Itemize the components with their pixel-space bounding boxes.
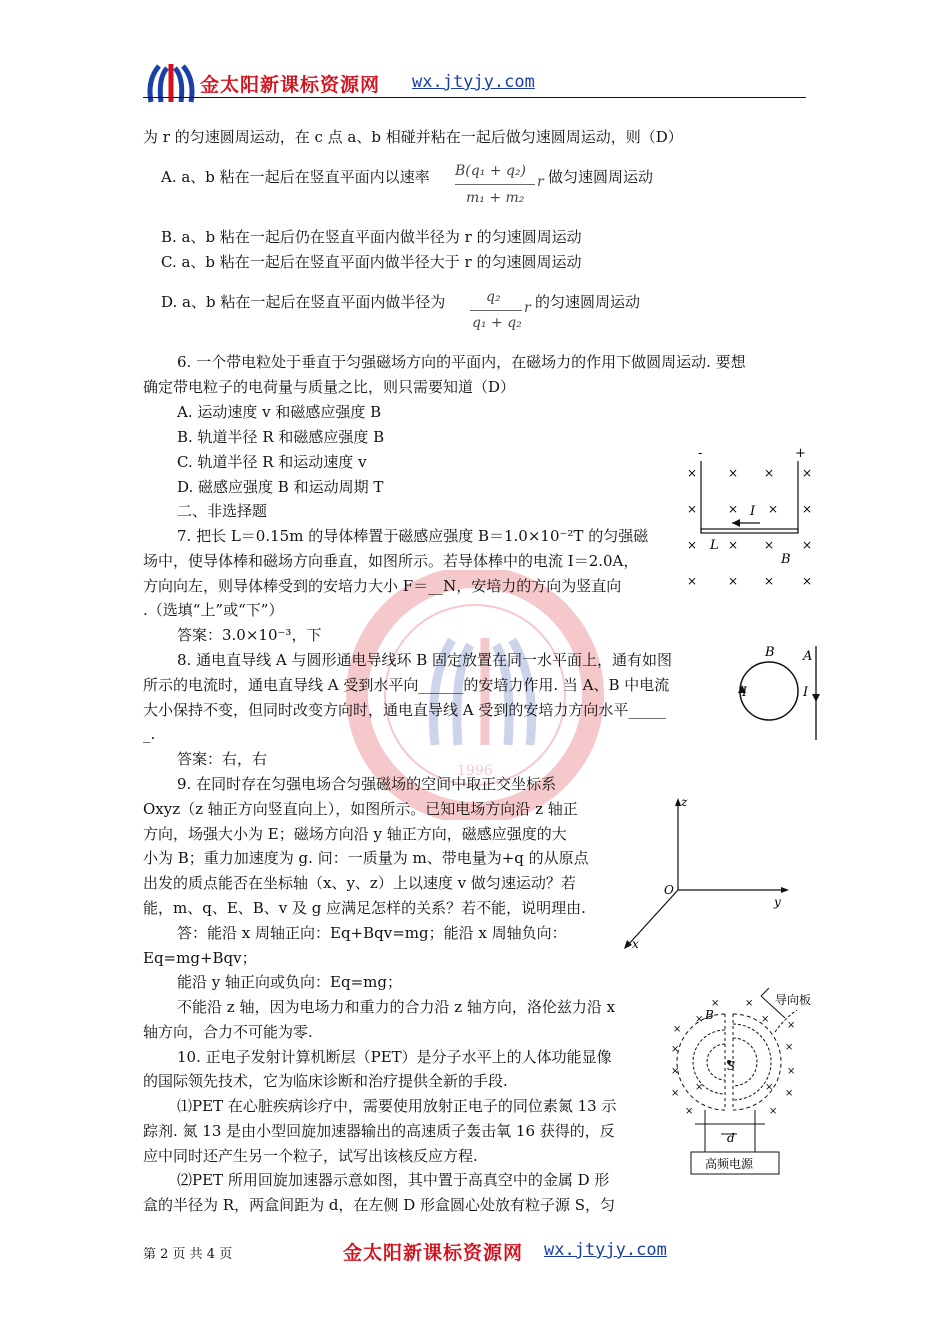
fig10-gap-label: d (727, 1131, 735, 1145)
field-cross-mark: × (787, 1066, 796, 1077)
field-cross-mark: × (802, 538, 813, 552)
fig8-ring-current: I (742, 685, 748, 700)
fraction-d-bar (470, 310, 522, 311)
fig7-field-label: B (781, 552, 791, 567)
fraction-a-bar (455, 184, 535, 185)
fig8-wire-label: A (803, 649, 813, 664)
fraction-a-numerator: B(q₁ + q₂) (455, 163, 526, 179)
field-cross-mark: × (802, 466, 813, 480)
q7-line-2: 场中，使导体棒和磁场方向垂直，如图所示。若导体棒中的电流 I＝2.0A， (143, 552, 639, 570)
footer-url[interactable]: wx.jtyjy.com (544, 1240, 667, 1260)
watermark-year: 1996 (457, 763, 493, 779)
field-cross-mark: × (711, 998, 720, 1009)
option-d-prefix: D. a、b 粘在一起后在竖直平面内做半径为 (161, 293, 446, 311)
field-cross-mark: × (764, 538, 775, 552)
figure-q8 (725, 640, 830, 745)
q8-line-3: 大小保持不变，但同时改变方向时，通电直导线 A 受到的安培力方向水平_____ (143, 701, 666, 719)
field-cross-mark: × (764, 574, 775, 588)
field-cross-mark: × (695, 1082, 704, 1093)
field-cross-mark: × (768, 502, 779, 516)
q10-line-2: 的国际领先技术，它为临床诊断和治疗提供全新的手段. (143, 1072, 508, 1090)
field-cross-mark: × (671, 1044, 680, 1055)
fig10-guide-label: 导向板 (775, 993, 812, 1007)
fig10-field-label: B (705, 1008, 714, 1022)
q10-line-5: 应中同时还产生另一个粒子，试写出该核反应方程. (143, 1147, 478, 1165)
fig7-current-label: I (750, 504, 756, 519)
fig7-plus: + (795, 446, 806, 461)
field-cross-mark: × (764, 466, 775, 480)
fraction-a-tail: r (537, 174, 544, 190)
fig7-length-label: L (710, 538, 719, 553)
q7-line-1: 7. 把长 L＝0.15m 的导体棒置于磁感应强度 B＝1.0×10⁻²T 的匀强磁 (177, 527, 649, 545)
header-logo (145, 58, 197, 108)
q9-answer-2: Eq=mg+Bqv； (143, 949, 257, 967)
fig9-z-label: z (681, 795, 688, 809)
q9-answer-4: 不能沿 z 轴，因为电场力和重力的合力沿 z 轴方向，洛伦兹力沿 x (177, 998, 616, 1016)
field-cross-mark: × (785, 1042, 794, 1053)
field-cross-mark: × (802, 574, 813, 588)
q8-line-2: 所示的电流时，通电直导线 A 受到水平向______的安培力作用. 当 A、B 中电流 (143, 676, 670, 694)
q9-line-6: 能，m、q、E、B、v 及 g 应满足怎样的关系？若不能，说明理由. (143, 899, 586, 917)
figure-q9 (615, 790, 795, 950)
q8-line-4: _. (143, 725, 156, 743)
fig9-x-label: x (632, 937, 639, 950)
fig10-source-label: S (727, 1059, 736, 1073)
field-cross-mark: × (785, 1088, 794, 1099)
footer-brand: 金太阳新课标资源网 (343, 1242, 524, 1264)
q10-line-1: 10. 正电子发射计算机断层（PET）是分子水平上的人体功能显像 (177, 1048, 612, 1066)
q6-option-c: C. 轨道半径 R 和运动速度 v (177, 453, 367, 471)
fig9-y-label: y (774, 895, 781, 909)
q10-line-4: 踪剂. 氮 13 是由小型回旋加速器输出的高速质子轰击氧 16 获得的，反 (143, 1122, 615, 1140)
option-a-prefix: A. a、b 粘在一起后在竖直平面内以速率 (161, 168, 430, 186)
field-cross-mark: × (671, 1066, 680, 1077)
field-cross-mark: × (769, 1106, 778, 1117)
option-a-suffix: 做匀速圆周运动 (548, 168, 654, 186)
header-rule (143, 97, 806, 98)
field-cross-mark: × (728, 466, 739, 480)
q10-line-6: ⑵PET 所用回旋加速器示意如图，其中置于高真空中的金属 D 形 (177, 1171, 610, 1189)
option-c: C. a、b 粘在一起后在竖直平面内做半径大于 r 的匀速圆周运动 (161, 253, 582, 271)
q7-answer: 答案：3.0×10⁻³，下 (177, 626, 322, 644)
field-cross-mark: × (687, 466, 698, 480)
q9-line-1: 9. 在同时存在匀强电场合匀强磁场的空间中取正交坐标系 (177, 775, 557, 793)
header-brand: 金太阳新课标资源网 (200, 74, 381, 96)
option-b: B. a、b 粘在一起后仍在竖直平面内做半径为 r 的匀速圆周运动 (161, 228, 582, 246)
field-cross-mark: × (802, 502, 813, 516)
q6-option-a: A. 运动速度 v 和磁感应强度 B (177, 403, 382, 421)
q9-answer-3: 能沿 y 轴正向或负向：Eq=mg； (177, 973, 402, 991)
field-cross-mark: × (687, 538, 698, 552)
field-cross-mark: × (687, 502, 698, 516)
fig7-minus: - (698, 446, 703, 461)
figure-q7 (680, 445, 820, 595)
section-heading: 二、非选择题 (177, 502, 268, 520)
option-d-suffix: 的匀速圆周运动 (535, 293, 641, 311)
field-cross-mark: × (695, 1014, 704, 1025)
q9-answer-1: 答：能沿 x 周轴正向：Eq+Bqv=mg；能沿 x 周轴负向： (177, 924, 567, 942)
q6-option-d: D. 磁感应强度 B 和运动周期 T (177, 478, 384, 496)
field-cross-mark: × (728, 574, 739, 588)
q9-answer-5: 轴方向，合力不可能为零. (143, 1023, 313, 1041)
header-url[interactable]: wx.jtyjy.com (412, 72, 535, 92)
q6-line-1: 6. 一个带电粒处于垂直于匀强磁场方向的平面内，在磁场力的作用下做圆周运动. 要想 (177, 353, 746, 371)
field-cross-mark: × (745, 998, 754, 1009)
field-cross-mark: × (687, 574, 698, 588)
q9-line-2: Oxyz（z 轴正方向竖直向上），如图所示。已知电场方向沿 z 轴正 (143, 800, 578, 818)
fig9-origin-label: O (664, 883, 674, 897)
text-line-1: 为 r 的匀速圆周运动，在 c 点 a、b 相碰并粘在一起后做匀速圆周运动，则（D） (143, 128, 683, 146)
fraction-d-tail: r (524, 300, 531, 316)
q8-line-1: 8. 通电直导线 A 与圆形通电导线环 B 固定放置在同一水平面上，通有如图 (177, 651, 673, 669)
field-cross-mark: × (787, 1020, 796, 1031)
q6-line-2: 确定带电粒子的电荷量与质量之比，则只需要知道（D） (143, 378, 516, 396)
q9-line-4: 小为 B；重力加速度为 g. 问：一质量为 m、带电量为+q 的从原点 (143, 849, 589, 867)
fig8-wire-current: I (803, 685, 809, 700)
figure-q10 (665, 982, 825, 1190)
field-cross-mark: × (765, 1082, 774, 1093)
fraction-a-denominator: m₁ + m₂ (466, 190, 525, 206)
field-cross-mark: × (685, 1106, 694, 1117)
q8-answer: 答案：右，右 (177, 750, 268, 768)
q7-line-4: .（选填“上”或“下”） (143, 601, 284, 619)
q10-line-7: 盒的半径为 R，两盒间距为 d，在左侧 D 形盒圆心处放有粒子源 S，匀 (143, 1196, 616, 1214)
field-cross-mark: × (671, 1088, 680, 1099)
q7-line-3: 方向向左，则导体棒受到的安培力大小 F＝__N，安培力的方向为竖直向 (143, 577, 622, 595)
q10-line-3: ⑴PET 在心脏疾病诊疗中，需要使用放射正电子的同位素氮 13 示 (177, 1097, 617, 1115)
fig8-ring-label: B (765, 645, 775, 660)
q9-line-3: 方向，场强大小为 E；磁场方向沿 y 轴正方向，磁感应强度的大 (143, 825, 567, 843)
fraction-d-denominator: q₁ + q₂ (472, 315, 522, 331)
fig10-power-label: 高频电源 (705, 1157, 754, 1171)
field-cross-mark: × (728, 502, 739, 516)
field-cross-mark: × (761, 1014, 770, 1025)
footer-page-number: 第 2 页 共 4 页 (143, 1247, 233, 1262)
q6-option-b: B. 轨道半径 R 和磁感应强度 B (177, 428, 385, 446)
q9-line-5: 出发的质点能否在坐标轴（x、y、z）上以速度 v 做匀速运动？若 (143, 874, 576, 892)
fraction-d-numerator: q₂ (486, 289, 501, 305)
field-cross-mark: × (728, 538, 739, 552)
field-cross-mark: × (673, 1024, 682, 1035)
